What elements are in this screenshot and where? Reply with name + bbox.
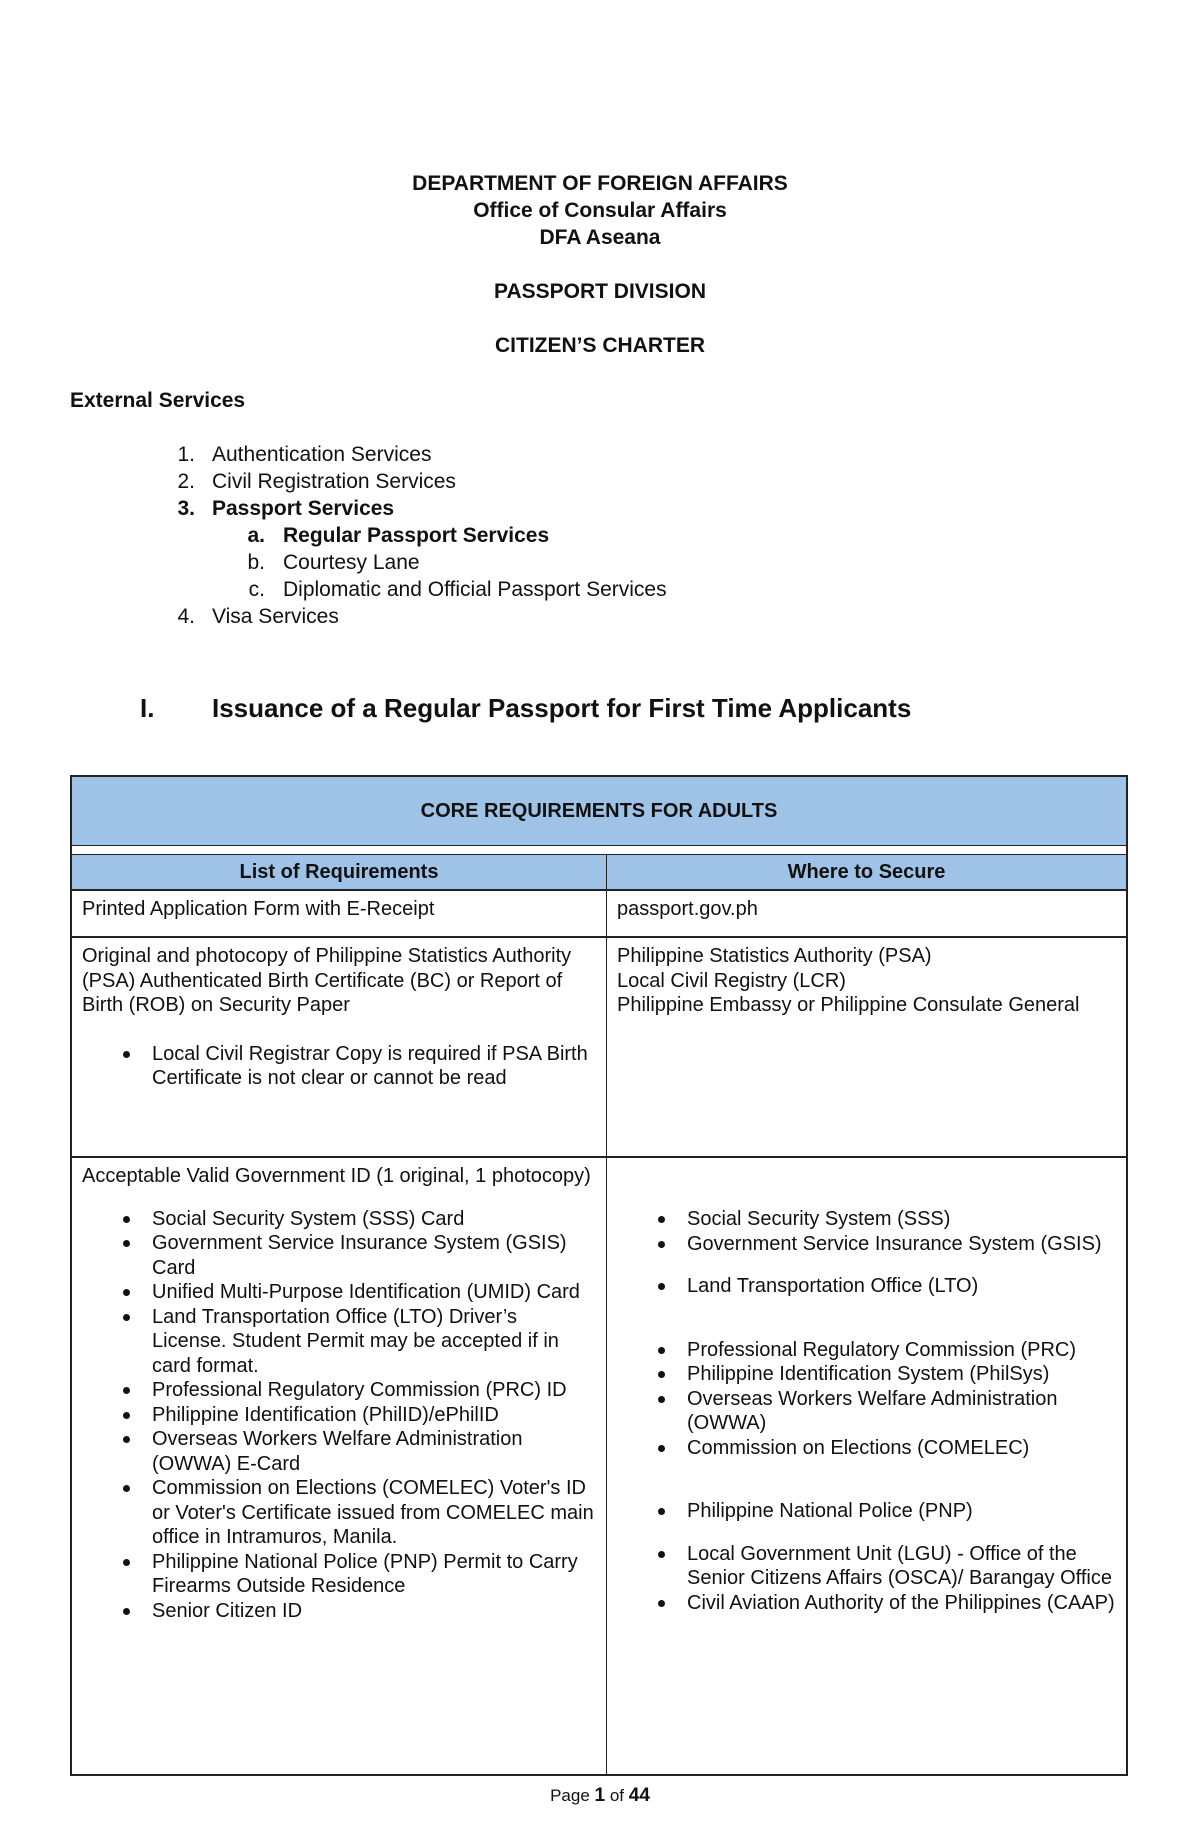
where-cell: passport.gov.ph [617,898,758,920]
list-item: Unified Multi-Purpose Identification (UMID) Card [82,1280,596,1305]
where-line: Local Civil Registry (LCR) [617,969,846,992]
section-numeral: I. [140,693,155,723]
branch-title: DFA Aseana [539,226,661,249]
list-item: Local Government Unit (LGU) - Office of the Senior Citizens Affairs (OSCA)/ Barangay Office [617,1542,1116,1591]
table-caption: CORE REQUIREMENTS FOR ADULTS [72,777,1126,846]
agency-list [617,1274,1116,1299]
requirement-notes [82,1042,596,1091]
requirement-cell: Printed Application Form with E-Receipt [72,891,607,936]
list-item: Philippine Identification (PhilID)/ePhilID [82,1403,596,1428]
where-cell [607,1158,1126,1774]
list-item: Professional Regulatory Commission (PRC) ID [82,1378,596,1403]
requirements-table [70,775,1128,1776]
list-item: Land Transportation Office (LTO) Driver’s License. Student Permit may be accepted if in card format. [82,1305,596,1379]
office-title: Office of Consular Affairs [473,199,727,222]
requirement-text: Original and photocopy of Philippine Statistics Authority (PSA) Authenticated Birth Certificate (BC) or Report of Birth (ROB) on Security Paper [82,945,572,1016]
table-row [72,1158,1126,1774]
list-item: Land Transportation Office (LTO) [617,1274,1116,1299]
list-item: Government Service Insurance System (GSIS) Card [82,1231,596,1280]
column-header-requirements: List of Requirements [72,855,607,889]
list-item: Overseas Workers Welfare Administration (OWWA) [617,1387,1116,1436]
requirement-cell [72,938,607,1156]
agency-list [617,1499,1116,1524]
list-item: Commission on Elections (COMELEC) Voter's ID or Voter's Certificate issued from COMELEC main office in Intramuros, Manila. [82,1476,596,1550]
agency-list [617,1338,1116,1461]
list-item: Commission on Elections (COMELEC) [617,1436,1116,1461]
page-number: Page 1 of 44 [550,1785,650,1806]
table-row [72,938,1126,1158]
list-item: Philippine National Police (PNP) [617,1499,1116,1524]
requirement-text: Acceptable Valid Government ID (1 original, 1 photocopy) [82,1165,591,1187]
list-item: Local Civil Registrar Copy is required if PSA Birth Certificate is not clear or cannot be read [82,1042,596,1091]
agency-list [617,1542,1116,1616]
list-item: Senior Citizen ID [82,1599,596,1624]
division-title: PASSPORT DIVISION [494,280,706,303]
where-line: Philippine Statistics Authority (PSA) [617,945,932,967]
id-list [82,1207,596,1624]
agency-list [617,1207,1116,1256]
requirement-cell [72,1158,607,1774]
list-item: Philippine Identification System (PhilSys) [617,1362,1116,1387]
list-item: Professional Regulatory Commission (PRC) [617,1338,1116,1363]
section-title: Issuance of a Regular Passport for First Time Applicants [212,693,912,723]
table-header-row [72,854,1126,891]
where-cell [607,938,1126,1156]
list-item: Social Security System (SSS) [617,1207,1116,1232]
list-item: Overseas Workers Welfare Administration (OWWA) E-Card [82,1427,596,1476]
list-item: Social Security System (SSS) Card [82,1207,596,1232]
department-title: DEPARTMENT OF FOREIGN AFFAIRS [412,172,788,195]
list-item: Civil Aviation Authority of the Philippines (CAAP) [617,1591,1116,1616]
column-header-where: Where to Secure [787,860,946,883]
external-services-title: External Services [70,389,246,412]
table-row [72,891,1126,938]
list-item: Government Service Insurance System (GSIS) [617,1232,1116,1257]
where-line: Philippine Embassy or Philippine Consulate General [617,994,1080,1016]
list-item: Philippine National Police (PNP) Permit to Carry Firearms Outside Residence [82,1550,596,1599]
document-heading [0,170,1200,359]
charter-title: CITIZEN’S CHARTER [495,334,705,357]
